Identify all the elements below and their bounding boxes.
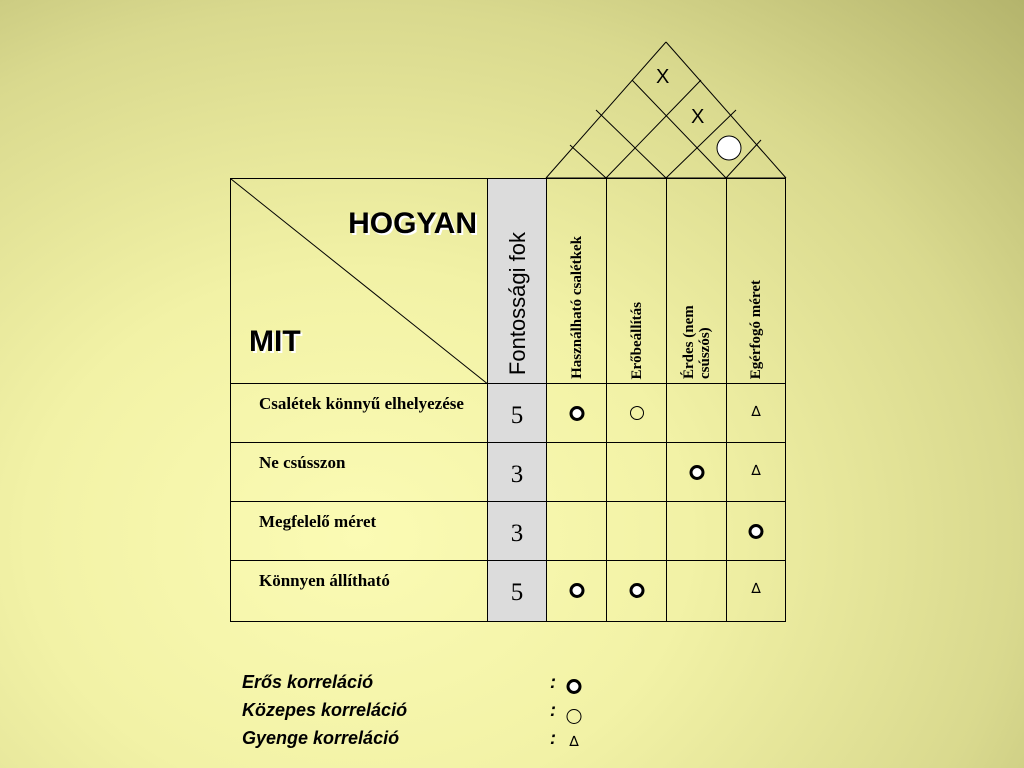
relation-cell [666,560,727,622]
relation-cell [546,442,607,502]
weak-correlation-icon: ∆ [569,734,579,750]
strong-correlation-icon [689,465,704,480]
relation-cell [606,560,667,622]
relation-cell [606,383,667,443]
legend-colon: : [550,672,556,692]
strong-correlation-icon [567,679,582,694]
importance-value: 3 [510,461,524,488]
table-row [230,560,786,622]
legend-colon: : [550,700,556,720]
weak-correlation-icon: ∆ [751,581,761,597]
requirement-text: Ne csússzon [259,453,346,472]
strong-correlation-icon [569,583,584,598]
relation-cell [666,501,727,561]
importance-header [487,178,547,384]
strong-correlation-icon [569,406,584,421]
hogyan-label: HOGYAN [348,207,477,240]
legend-colon: : [550,728,556,748]
requirement-cell [230,442,488,502]
legend-row-strong [242,672,622,700]
hoq-matrix [230,178,786,622]
mit-label: MIT [249,325,301,358]
roof-mark-2: X [691,106,705,128]
relation-cell [726,442,786,502]
column-header-3 [666,178,727,384]
requirement-text: Csalétek könnyű elhelyezése [259,394,464,413]
roof-medium-symbol [717,136,741,160]
column-header-1 [546,178,607,384]
relation-cell [546,560,607,622]
column-label-2: Erőbeállítás [628,301,645,379]
relation-cell [666,383,727,443]
column-header-4 [726,178,786,384]
strong-correlation-icon [749,524,764,539]
relation-cell [726,501,786,561]
requirement-text: Könnyen állítható [259,571,390,590]
importance-cell [487,501,547,561]
importance-value: 5 [510,402,524,429]
legend [242,672,622,756]
relation-cell [606,442,667,502]
relation-cell [726,560,786,622]
legend-row-medium [242,700,622,728]
relation-cell [726,383,786,443]
requirement-text: Megfelelő méret [259,512,377,531]
importance-cell [487,442,547,502]
column-label-4: Egérfogó méret [748,279,764,379]
requirement-cell [230,560,488,622]
column-label-1: Használható csalétkek [568,236,585,379]
legend-label: Erős korreláció [242,672,374,692]
corner-cell [230,178,488,384]
legend-row-weak [242,728,622,756]
requirement-cell [230,383,488,443]
importance-value: 3 [510,520,524,547]
roof-mark-1: X [656,66,670,88]
importance-label: Fontossági fok [505,231,530,375]
column-label-3: Érdes (nem csúszós) [680,305,713,379]
column-header-2 [606,178,667,384]
importance-value: 5 [510,579,524,606]
requirement-cell [230,501,488,561]
importance-cell [487,383,547,443]
table-row [230,442,786,502]
weak-correlation-icon: ∆ [751,404,761,420]
relation-cell [546,383,607,443]
medium-correlation-icon [630,406,644,420]
legend-label: Gyenge korreláció [242,728,400,748]
weak-correlation-icon: ∆ [751,463,761,479]
legend-label: Közepes korreláció [242,700,408,720]
relation-cell [666,442,727,502]
table-row [230,501,786,561]
medium-correlation-icon [567,709,582,724]
strong-correlation-icon [629,583,644,598]
table-row [230,383,786,443]
relation-cell [606,501,667,561]
relation-cell [546,501,607,561]
importance-cell [487,560,547,622]
